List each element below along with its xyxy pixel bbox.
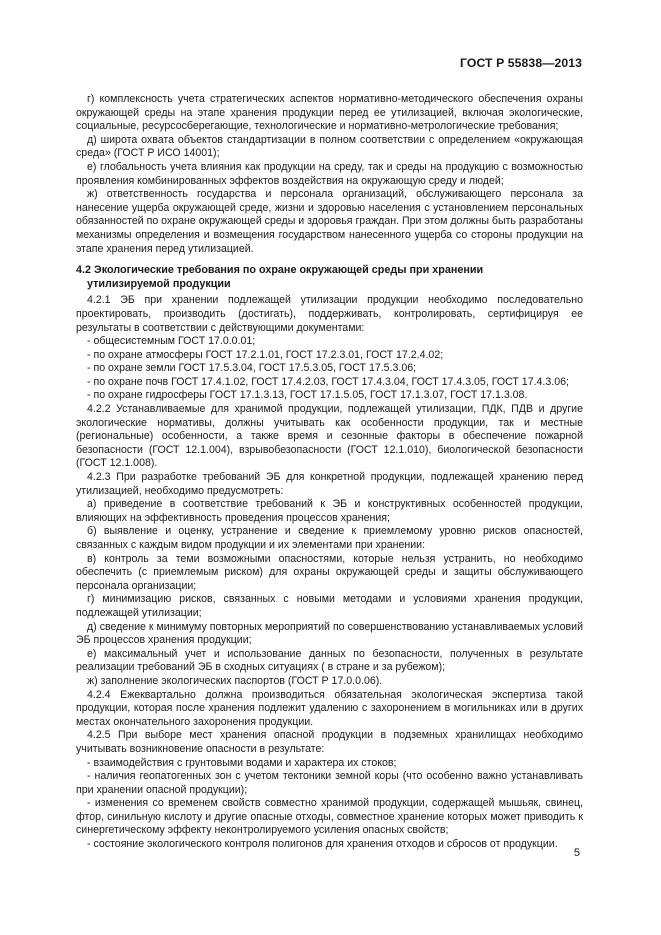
- section-heading-line-2: утилизируемой продукции: [87, 277, 231, 290]
- list-item: - по охране гидросферы ГОСТ 17.1.3.13, ГОСТ 17.1.5.05, ГОСТ 17.1.3.07, ГОСТ 17.1.3.08.: [87, 389, 528, 402]
- document-header: ГОСТ Р 55838—2013: [460, 56, 582, 70]
- list-item: ж) заполнение экологических паспортов (ГОСТ Р 17.0.0.06).: [87, 674, 383, 687]
- list-item: - изменения со временем свойств совместно хранимой продукции, содержащей мышьяк, свинец, фтор, синильную кислоту и другие опасные отходы, совместное хранение которых может приводить к синергетическому эффекту неконтролируемого усиления опасных свойств;: [76, 797, 583, 837]
- section-heading-line-1: 4.2 Экологические требования по охране окружающей среды при хранении: [76, 264, 484, 277]
- clause-4-2-2: 4.2.2 Устанавливаемые для хранимой продукции, подлежащей утилизации, ПДК, ПДВ и другие экологические нормативы, должны учитывать как особенности продукции, так и местные (региональные) особенности, а также время и сезонные факторы в обеспечение пожарной безопасности (ГОСТ 12.1.004), взрывобезопасности (ГОСТ 12.1.010), биологической безопасности (ГОСТ 12.1.008).: [76, 403, 583, 470]
- list-item: - по охране почв ГОСТ 17.4.1.02, ГОСТ 17.4.2.03, ГОСТ 17.4.3.04, ГОСТ 17.4.3.05, ГОСТ 17.4.3.06;: [87, 375, 569, 388]
- list-item: - взаимодействия с грунтовыми водами и характера их стоков;: [87, 756, 397, 769]
- list-item: е) максимальный учет и использование данных по безопасности, полученных в результате реализации требований ЭБ в сходных ситуациях ( в стране и за рубежом);: [76, 647, 583, 674]
- list-item: - по охране земли ГОСТ 17.5.3.04, ГОСТ 17.5.3.05, ГОСТ 17.5.3.06;: [87, 362, 417, 375]
- list-item: б) выявление и оценку, устранение и сведение к приемлемому уровню рисков опасностей, связанных с каждым видом продукции и их элементами при хранении:: [76, 525, 583, 551]
- list-item: - по охране атмосферы ГОСТ 17.2.1.01, ГОСТ 17.2.3.01, ГОСТ 17.2.4.02;: [87, 348, 444, 361]
- list-item: а) приведение в соответствие требований к ЭБ и конструктивных особенностей продукции, влияющих на эффективность проведения процессов хранения;: [76, 498, 583, 524]
- clause-4-2-4: 4.2.4 Ежеквартально должна производиться обязательная экологическая экспертиза такой продукции, которая после хранения подлежит удалению с захоронением в могильниках или в других местах окончательного захоронения продукции.: [76, 688, 583, 728]
- list-item: д) сведение к минимуму повторных мероприятий по совершенствованию устанавливаемых условий ЭБ процессов хранения продукции;: [76, 620, 583, 647]
- list-item: г) минимизацию рисков, связанных с новыми методами и условиями хранения продукции, подлежащей утилизации;: [76, 593, 583, 619]
- document-body: [76, 93, 583, 852]
- paragraph-d: д) широта охвата объектов стандартизации в полном соответствии с определением «окружающая среда» (ГОСТ Р ИСО 14001);: [76, 133, 583, 160]
- list-item: - общесистемным ГОСТ 17.0.0.01;: [87, 335, 256, 348]
- list-item: - состояние экологического контроля полигонов для хранения отходов и сбросов от продукции.: [87, 838, 558, 851]
- clause-4-2-5: 4.2.5 При выборе мест хранения опасной продукции в подземных хранилищах необходимо учитывать возникновение опасности в результате:: [76, 729, 583, 755]
- clause-4-2-1: 4.2.1 ЭБ при хранении подлежащей утилизации продукции необходимо последовательно проектировать, производить (достигать), поддерживать, контролировать, сертифицируя ее результаты в соответствии с действующими документами:: [76, 294, 583, 334]
- paragraph-e: е) глобальность учета влияния как продукции на среду, так и среды на продукцию с возможностью проявления комбинированных эффектов воздействия на окружающую среду и людей;: [76, 160, 583, 187]
- paragraph-g: г) комплексность учета стратегических аспектов нормативно-методического обеспечения охраны окружающей среды на этапе хранения продукции перед ее утилизацией, включая экологические, социальные, ресурсосберегающие, технологические и нормативно-метрологические требования;: [76, 93, 583, 133]
- section-heading: [76, 264, 583, 291]
- paragraph-zh: ж) ответственность государства и персонала организаций, обслуживающего персонала за нанесение ущерба окружающей среде, жизни и здоровью населения с установлением персональных обязанностей по охране окружающей среды и здоровья граждан. При этом должны быть разработаны механизмы определения и возмещения государством нанесенного ущерба со стороны продукции на этапе хранения перед утилизацией.: [76, 188, 584, 255]
- list-item: - наличия геопатогенных зон с учетом тектоники земной коры (что особенно важно устанавливать при хранении опасной продукции);: [76, 770, 583, 796]
- list-item: в) контроль за теми возможными опасностями, которые нельзя устранить, но необходимо обеспечить (с приемлемым риском) для охраны окружающей среды и защиты обслуживающего персонала организации;: [76, 552, 583, 592]
- clause-4-2-3: 4.2.3 При разработке требований ЭБ для конкретной продукции, подлежащей хранению перед утилизацией, необходимо предусмотреть:: [76, 471, 583, 497]
- page-number: 5: [573, 847, 580, 859]
